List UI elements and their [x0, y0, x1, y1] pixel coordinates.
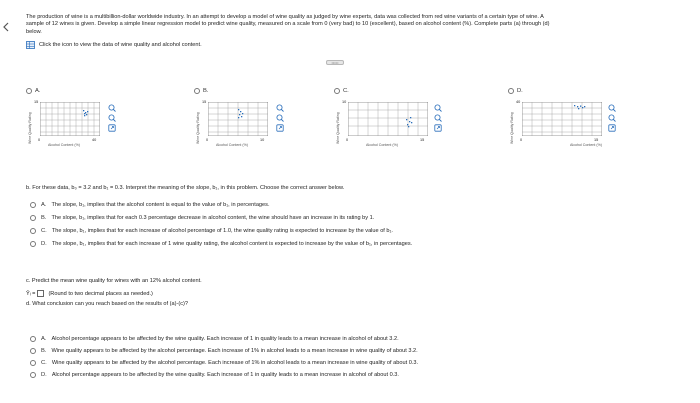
zoom-in-icon[interactable]	[608, 104, 616, 112]
part-d-option-d-text: Alcohol percentage appears to be affected by the wine quality. Each increase of 1 in quality leads to a mean increase in alcohol of about 0.3.	[51, 372, 399, 378]
part-b-options	[30, 200, 680, 249]
graph-b-xmax: 10	[260, 138, 265, 142]
expand-icon[interactable]	[276, 124, 284, 132]
part-d-option-b-text: Wine quality appears to be affected by the alcohol percentage. Each increase of 1% in alcohol leads to a mean increase in wine quality of about 3.2.	[51, 348, 418, 354]
graph-a-xlabel: Alcohol Content (%)	[48, 143, 80, 147]
graph-b-xlabel: Alcohol Content (%)	[216, 143, 248, 147]
expand-icon[interactable]	[434, 124, 442, 132]
part-b-option-a[interactable]	[30, 200, 680, 210]
intro-line-1: The production of wine is a multibillion-dollar worldwide industry. In an attempt to develop a model of wine quality as judged by wine experts, data was collected from red wine variants of a certain type of wine. A	[26, 14, 544, 20]
graph-d-xmin: 0	[520, 138, 523, 142]
radio-d-b[interactable]	[30, 348, 36, 354]
graph-c-xmax: 15	[420, 138, 425, 142]
graph-b-ytop: 15	[202, 100, 207, 104]
zoom-in-icon[interactable]	[434, 104, 442, 112]
problem-statement	[26, 14, 694, 36]
radio-graph-c[interactable]	[334, 88, 340, 94]
graph-d-ytop: 40	[516, 100, 521, 104]
back-arrow-icon[interactable]	[2, 22, 10, 32]
table-icon[interactable]	[26, 41, 35, 49]
graph-b-zoom-tools	[276, 104, 284, 134]
radio-graph-a[interactable]	[26, 88, 32, 94]
section-divider-handle[interactable]: •••••	[326, 60, 344, 65]
graph-a-xmax: 40	[92, 138, 97, 142]
zoom-in-icon[interactable]	[108, 104, 116, 112]
rounding-note: (Round to two decimal places as needed.)	[48, 290, 153, 297]
zoom-out-icon[interactable]	[434, 114, 442, 122]
graph-d-xmax: 15	[594, 138, 599, 142]
graph-c-xlabel: Alcohol Content (%)	[366, 143, 398, 147]
radio-graph-b[interactable]	[194, 88, 200, 94]
graph-c-xmin: 0	[346, 138, 349, 142]
expand-icon[interactable]	[108, 124, 116, 132]
part-b-option-b[interactable]	[30, 213, 680, 223]
part-d-option-b-letter: B.	[41, 348, 47, 354]
part-b-option-c[interactable]	[30, 226, 680, 236]
expand-icon[interactable]	[608, 124, 616, 132]
graph-d-zoom-tools	[608, 104, 616, 134]
graph-a-letter: A.	[35, 88, 41, 94]
graph-d-letter: D.	[517, 88, 523, 94]
intro-line-3: below.	[26, 28, 42, 35]
graph-b-plot	[208, 102, 268, 136]
graph-a-zoom-tools	[108, 104, 116, 134]
radio-b-b[interactable]	[30, 215, 36, 221]
part-d-option-a-text: Alcohol percentage appears to be affected by the wine quality. Each increase of 1 in quality leads to a mean increase in alcohol of about 3.2.	[51, 336, 399, 342]
part-b-question: b. For these data, b₀ = 3.2 and b₁ = 0.3. Interpret the meaning of the slope, b₁, in this problem. Choose the correct answer below.	[26, 185, 345, 191]
radio-d-a[interactable]	[30, 336, 36, 342]
graph-a-plot	[40, 102, 100, 136]
part-d-options	[30, 334, 680, 380]
graph-options-row	[26, 88, 676, 168]
graph-c-plot	[348, 102, 428, 136]
view-data-link[interactable]	[26, 40, 202, 49]
part-d-option-c[interactable]	[30, 358, 680, 368]
part-b-option-b-text: The slope, b₁, implies that for each 0.3 percentage decrease in alcohol content, the wine should have an increase in its rating by 1.	[51, 215, 375, 221]
zoom-out-icon[interactable]	[276, 114, 284, 122]
view-data-label[interactable]: Click the icon to view the data of wine quality and alcohol content.	[39, 41, 202, 48]
graph-a-ytop: 15	[34, 100, 39, 104]
part-b-option-d[interactable]	[30, 239, 680, 249]
part-d-question: d. What conclusion can you reach based on the results of (a)-(c)?	[26, 301, 188, 307]
part-d-option-c-letter: C.	[41, 360, 47, 366]
part-b-option-c-letter: C.	[41, 228, 47, 234]
graph-d-xlabel: Alcohol Content (%)	[570, 143, 602, 147]
intro-line-2: sample of 12 wines is given. Develop a simple linear regression model to predict wine quality, measured on a scale from 0 (very bad) to 10 (excellent), based on alcohol content (%). Complete parts (a) through (d)	[26, 21, 550, 28]
graph-b-xmin: 0	[206, 138, 209, 142]
yhat-label: Ŷᵢ =	[26, 290, 36, 297]
radio-b-c[interactable]	[30, 228, 36, 234]
radio-d-d[interactable]	[30, 372, 36, 378]
yhat-input[interactable]	[37, 290, 44, 297]
graph-c-letter: C.	[343, 88, 349, 94]
graph-b-letter: B.	[203, 88, 209, 94]
graph-d-plot	[522, 102, 602, 136]
part-b-option-b-letter: B.	[41, 215, 47, 221]
radio-b-a[interactable]	[30, 202, 36, 208]
radio-graph-d[interactable]	[508, 88, 514, 94]
part-b-option-d-letter: D.	[41, 241, 47, 247]
part-d-option-a[interactable]	[30, 334, 680, 344]
graph-a-ylabel: Wine Quality Rating	[28, 112, 32, 144]
zoom-out-icon[interactable]	[108, 114, 116, 122]
part-d-option-d-letter: D.	[41, 372, 47, 378]
graph-b-ylabel: Wine Quality Rating	[196, 112, 200, 144]
part-d-option-b[interactable]	[30, 346, 680, 356]
radio-b-d[interactable]	[30, 241, 36, 247]
zoom-in-icon[interactable]	[276, 104, 284, 112]
part-c-answer-row	[26, 290, 153, 297]
part-b-option-d-text: The slope, b₁, implies that for each increase of 1 wine quality rating, the alcohol content is expected to increase by the value of b₁, in percentages.	[51, 241, 413, 247]
graph-d-ylabel: Wine Quality Rating	[510, 112, 514, 144]
zoom-out-icon[interactable]	[608, 114, 616, 122]
graph-a-xmin: 0	[38, 138, 41, 142]
part-b-option-a-letter: A.	[41, 202, 47, 208]
part-d-option-c-text: Wine quality appears to be affected by the alcohol percentage. Each increase of 1% in alcohol leads to a mean increase in wine quality of about 0.3.	[51, 360, 419, 366]
part-d-option-d[interactable]	[30, 370, 680, 380]
part-d-option-a-letter: A.	[41, 336, 47, 342]
part-b-option-a-text: The slope, b₁, implies that the alcohol content is equal to the value of b₁, in percentages.	[51, 202, 270, 208]
part-b-option-c-text: The slope, b₁, implies that for each increase of alcohol percentage of 1.0, the wine quality rating is expected to increase by the value of b₁.	[51, 228, 393, 234]
radio-d-c[interactable]	[30, 360, 36, 366]
part-c-question: c. Predict the mean wine quality for wines with an 12% alcohol content.	[26, 278, 202, 284]
graph-c-zoom-tools	[434, 104, 442, 134]
graph-c-ytop: 10	[342, 100, 347, 104]
graph-c-ylabel: Wine Quality Rating	[336, 112, 340, 144]
